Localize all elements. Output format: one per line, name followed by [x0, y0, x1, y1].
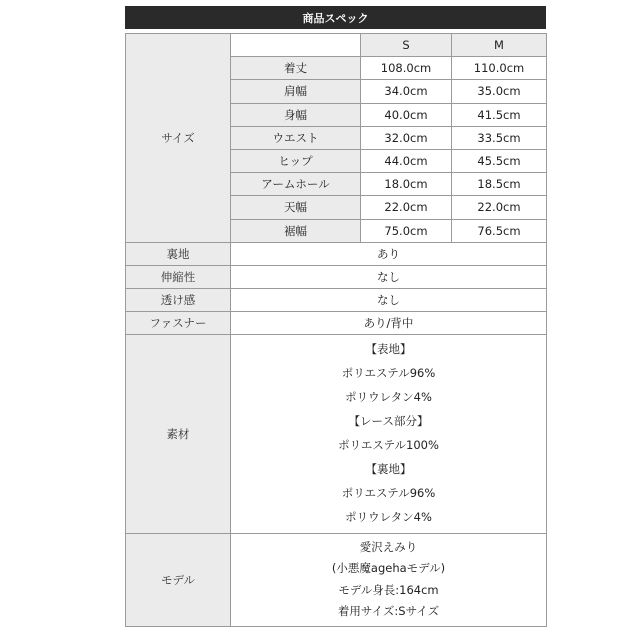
size-row-name: 身幅: [231, 103, 361, 126]
stretch-label: 伸縮性: [126, 265, 231, 288]
size-value-m: 18.5cm: [452, 173, 547, 196]
material-label: 素材: [126, 335, 231, 533]
material-line: ポリウレタン4%: [345, 509, 432, 524]
fastener-row: [126, 312, 547, 335]
stretch-value: なし: [231, 265, 547, 288]
size-value-s: 40.0cm: [361, 103, 452, 126]
model-line: 着用サイズ:Sサイズ: [337, 604, 440, 619]
size-header-row: [126, 34, 547, 57]
material-row: [126, 335, 547, 533]
material-line: 【レース部分】: [348, 414, 429, 429]
size-col-s: S: [361, 34, 452, 57]
size-value-s: 22.0cm: [361, 196, 452, 219]
sheer-label: 透け感: [126, 289, 231, 312]
size-row-name: ウエスト: [231, 126, 361, 149]
size-col-m: M: [452, 34, 547, 57]
spec-header: 商品スペック: [125, 6, 546, 29]
size-label: サイズ: [126, 34, 231, 243]
sheer-row: [126, 289, 547, 312]
size-value-m: 45.5cm: [452, 149, 547, 172]
model-label: モデル: [126, 533, 231, 626]
size-row-name: ヒップ: [231, 149, 361, 172]
size-row-name: 肩幅: [231, 80, 361, 103]
size-value-s: 34.0cm: [361, 80, 452, 103]
size-value-s: 75.0cm: [361, 219, 452, 242]
spec-sheet: [125, 6, 546, 627]
size-row-name: アームホール: [231, 173, 361, 196]
size-value-m: 35.0cm: [452, 80, 547, 103]
size-value-m: 76.5cm: [452, 219, 547, 242]
material-value: [231, 335, 547, 533]
size-value-s: 32.0cm: [361, 126, 452, 149]
size-row-name: 着丈: [231, 57, 361, 80]
sheer-value: なし: [231, 289, 547, 312]
material-line: ポリウレタン4%: [345, 390, 432, 405]
material-line: ポリエステル96%: [341, 366, 436, 381]
model-line: モデル身長:164cm: [338, 582, 439, 597]
material-line: 【裏地】: [365, 461, 412, 476]
model-value: [231, 533, 547, 626]
material-line: ポリエステル96%: [341, 485, 436, 500]
size-row-name: 裾幅: [231, 219, 361, 242]
spec-table: [125, 33, 547, 627]
fastener-label: ファスナー: [126, 312, 231, 335]
fastener-value: あり/背中: [231, 312, 547, 335]
size-value-s: 44.0cm: [361, 149, 452, 172]
size-value-s: 18.0cm: [361, 173, 452, 196]
model-row: [126, 533, 547, 626]
size-value-m: 33.5cm: [452, 126, 547, 149]
model-line: 愛沢えみり: [359, 539, 418, 554]
material-line: 【表地】: [365, 342, 412, 357]
lining-value: あり: [231, 242, 547, 265]
size-row-name: 天幅: [231, 196, 361, 219]
size-value-s: 108.0cm: [361, 57, 452, 80]
lining-row: [126, 242, 547, 265]
stretch-row: [126, 265, 547, 288]
size-value-m: 110.0cm: [452, 57, 547, 80]
material-line: ポリエステル100%: [338, 438, 439, 452]
size-header-blank: [231, 34, 361, 57]
model-line: (小悪魔agehaモデル): [331, 561, 446, 576]
size-value-m: 41.5cm: [452, 103, 547, 126]
size-value-m: 22.0cm: [452, 196, 547, 219]
lining-label: 裏地: [126, 242, 231, 265]
